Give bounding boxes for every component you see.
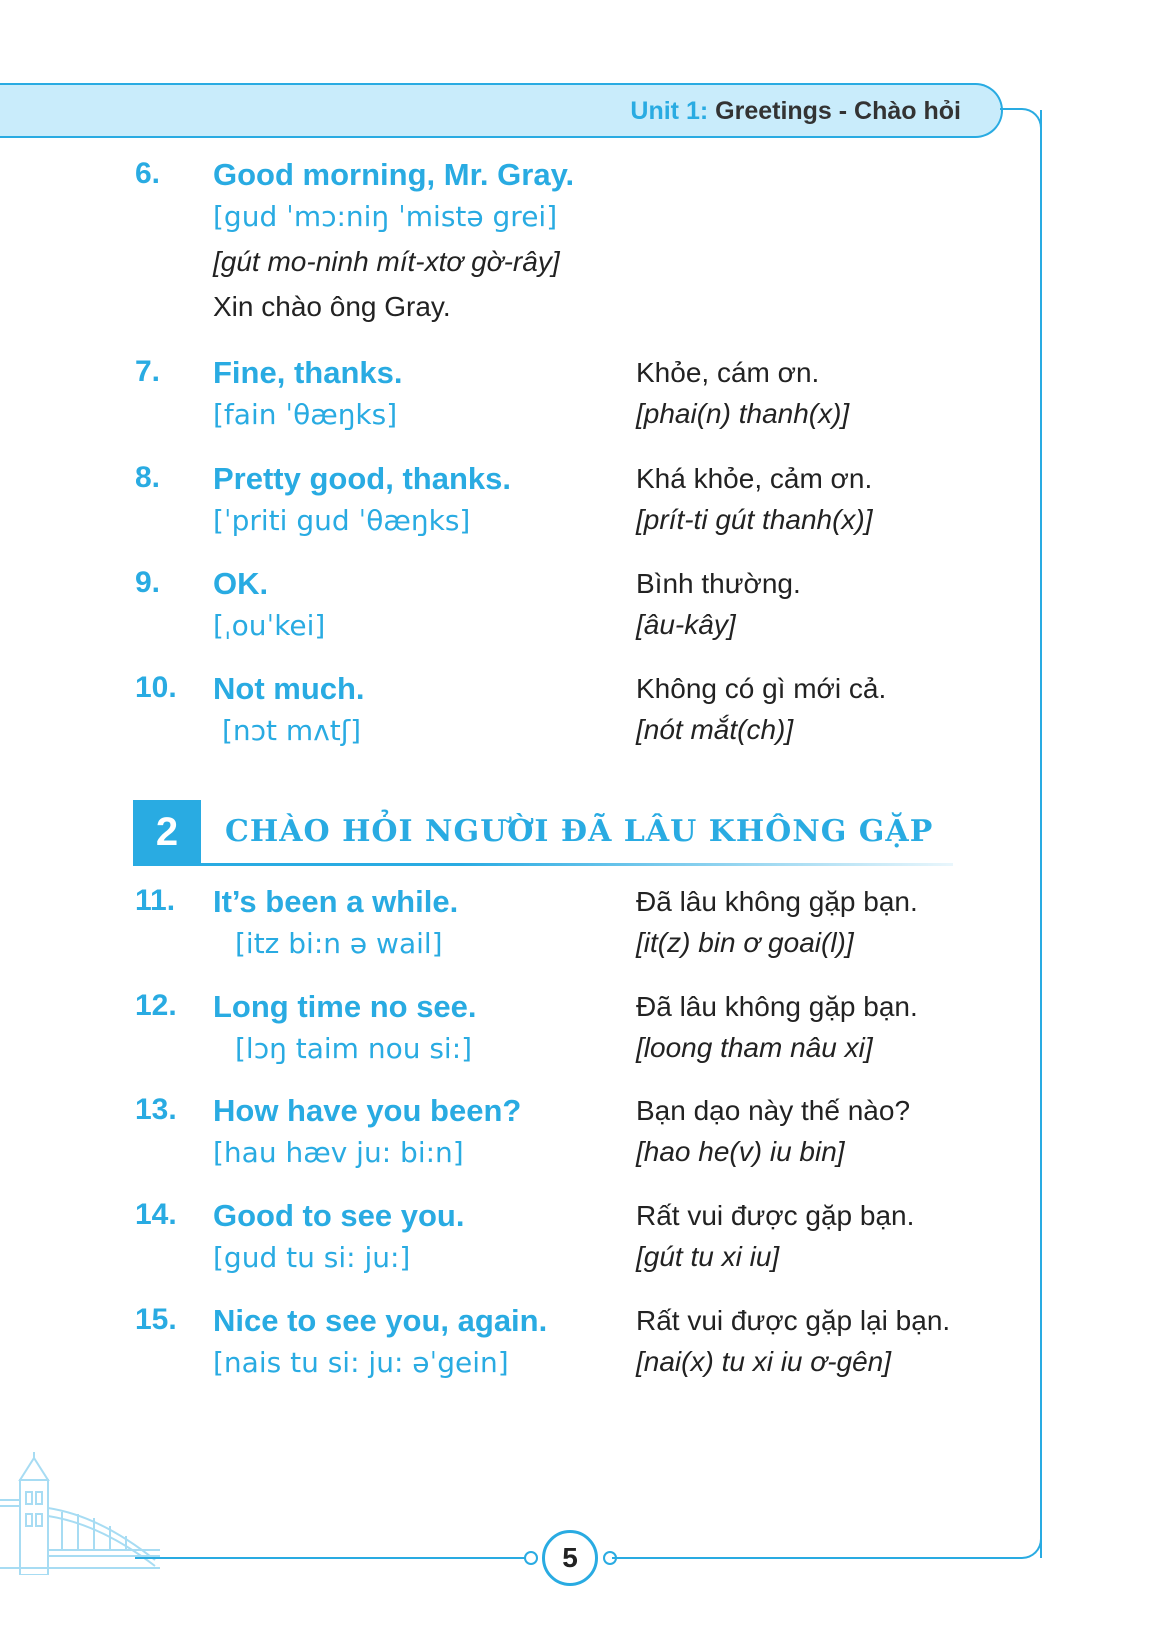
ipa-transcription: [itz bi:n ə wail] [235, 927, 443, 960]
frame-corner-bottom [1000, 1535, 1042, 1559]
section-underline [133, 863, 953, 866]
section-title: CHÀO HỎI NGƯỜI ĐÃ LÂU KHÔNG GẶP [225, 814, 934, 849]
running-header [630, 97, 961, 126]
ipa-transcription: [lɔŋ taim nou si:] [235, 1032, 473, 1065]
english-phrase: Good morning, Mr. Gray. [213, 157, 575, 192]
entry-number: 6. [135, 157, 161, 190]
entry-number: 7. [135, 355, 161, 388]
phrase-entry [0, 355, 1158, 445]
vietnamese-pronunciation: [prít-ti gút thanh(x)] [636, 504, 873, 535]
entry-number: 11. [135, 884, 176, 917]
entry-number: 13. [135, 1093, 177, 1126]
entry-number: 15. [135, 1303, 177, 1336]
vietnamese-translation: Bình thường. [636, 568, 801, 599]
header-unit: Unit 1: [630, 97, 709, 125]
ipa-transcription: [hau hæv ju: bi:n] [213, 1136, 464, 1169]
vietnamese-translation: Khá khỏe, cảm ơn. [636, 463, 873, 494]
phrase-entry [0, 461, 1158, 551]
phrase-entry [0, 157, 1158, 322]
ipa-transcription: [nɔt mʌtʃ] [222, 714, 362, 747]
phrase-entry [0, 989, 1158, 1079]
english-phrase: Nice to see you, again. [213, 1303, 548, 1338]
vietnamese-translation: Rất vui được gặp lại bạn. [636, 1305, 951, 1336]
english-phrase: Good to see you. [213, 1198, 465, 1233]
phrase-entry [0, 566, 1158, 656]
entry-number: 14. [135, 1198, 177, 1231]
ipa-transcription: [ˌouˈkei] [213, 609, 326, 642]
vietnamese-translation: Khỏe, cám ơn. [636, 357, 820, 388]
vietnamese-pronunciation: [nai(x) tu xi iu ơ-gên] [636, 1346, 892, 1377]
page-number: 5 [542, 1530, 598, 1586]
vietnamese-pronunciation: [âu-kây] [636, 609, 736, 640]
vietnamese-translation: Bạn dạo này thế nào? [636, 1095, 911, 1126]
vietnamese-translation: Không có gì mới cả. [636, 673, 887, 704]
english-phrase: Not much. [213, 671, 365, 706]
section-number: 2 [133, 800, 201, 864]
ipa-transcription: [fain ˈθæŋks] [213, 398, 398, 431]
footer-line-left [135, 1557, 530, 1559]
vietnamese-translation: Xin chào ông Gray. [213, 291, 451, 322]
phrase-entry [0, 884, 1158, 974]
english-phrase: Long time no see. [213, 989, 477, 1024]
english-phrase: It’s been a while. [213, 884, 459, 919]
section-heading [133, 800, 953, 866]
vietnamese-pronunciation: [gút tu xi iu] [636, 1241, 780, 1272]
ipa-transcription: [ˈpriti gud ˈθæŋks] [213, 504, 471, 537]
header-title: Greetings - Chào hỏi [715, 97, 961, 125]
entry-number: 10. [135, 671, 177, 704]
ipa-transcription: [nais tu si: ju: əˈgein] [213, 1346, 509, 1379]
header-band [0, 83, 1003, 138]
english-phrase: How have you been? [213, 1093, 522, 1128]
footer-dot-left [524, 1551, 538, 1565]
phrase-entry [0, 671, 1158, 761]
vietnamese-pronunciation: [loong tham nâu xi] [636, 1032, 873, 1063]
vietnamese-translation: Đã lâu không gặp bạn. [636, 886, 918, 917]
phrase-entry [0, 1198, 1158, 1288]
english-phrase: Fine, thanks. [213, 355, 403, 390]
vietnamese-translation: Rất vui được gặp bạn. [636, 1200, 915, 1231]
phrase-entry [0, 1303, 1158, 1393]
vietnamese-translation: Đã lâu không gặp bạn. [636, 991, 918, 1022]
english-phrase: OK. [213, 566, 269, 601]
vietnamese-pronunciation: [it(z) bin ơ goai(l)] [636, 927, 854, 958]
entry-number: 12. [135, 989, 177, 1022]
footer-line-right [612, 1557, 1002, 1559]
entry-number: 8. [135, 461, 161, 494]
phrase-entry [0, 1093, 1158, 1183]
vietnamese-pronunciation: [hao he(v) iu bin] [636, 1136, 845, 1167]
ipa-transcription: [gud ˈmɔ:niŋ ˈmistə grei] [213, 200, 558, 233]
vietnamese-pronunciation: [phai(n) thanh(x)] [636, 398, 850, 429]
vietnamese-pronunciation: [nót mắt(ch)] [636, 714, 794, 745]
vietnamese-pronunciation: [gút mo-ninh mít-xtơ gờ-rây] [213, 246, 560, 277]
entry-number: 9. [135, 566, 161, 599]
ipa-transcription: [gud tu si: ju:] [213, 1241, 411, 1274]
frame-corner-top [1000, 108, 1042, 128]
english-phrase: Pretty good, thanks. [213, 461, 511, 496]
